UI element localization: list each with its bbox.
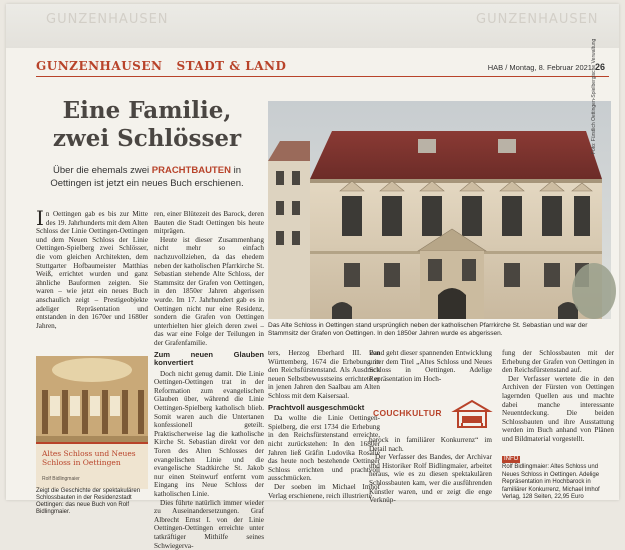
- column-4-para-1: Band geht dieser spannenden Entwicklung unter dem Titel „Altes Schloss und Neues Schloss in Oettingen. Adelige Repräsentation im Hoch-: [369, 349, 492, 383]
- article-column-4-top: [369, 349, 492, 399]
- column-3-para-1: ters, Herzog Eberhard III. von Württemberg, 1674 die Erhebung in den Reichsfürstenstand. Als Ausdruck neuen Selbstbewusstseins errichtete er in jenen Jahren den Saalbau am Alten Schloss mit dem Kaisersaal.: [268, 349, 380, 400]
- subhead-pre: Über die ehemals zwei: [53, 165, 152, 176]
- book-cover-illustration: [36, 356, 148, 489]
- article-column-3: [268, 349, 380, 500]
- book-cover-image: [36, 356, 148, 489]
- castle-illustration: [268, 101, 611, 319]
- ghost-header-left: GUNZENHAUSEN: [46, 12, 169, 27]
- article-column-1: [36, 206, 148, 350]
- subheading-glauben: Zum neuen Glauben konvertiert: [154, 349, 264, 368]
- couchkultur-label: COUCHKULTUR: [373, 408, 442, 418]
- publication-date: HAB / Montag, 8. Februar 2021: [487, 63, 592, 72]
- photo-credit: Foto: Fürstlich Oettingen-Spielbergische Verwaltung: [591, 38, 597, 154]
- main-photo-old-castle: [268, 101, 611, 319]
- info-box: [502, 456, 614, 501]
- column-3-para-3: Der soeben im Michael Imhof Verlag erschienene, reich illustrierte: [268, 482, 380, 500]
- drop-cap: I: [36, 206, 44, 230]
- info-tag: INFO: [504, 456, 519, 462]
- article-column-5: [502, 349, 614, 453]
- newspaper-page: [6, 4, 619, 550]
- book-author: Rolf Bidlingmaier: [42, 476, 80, 482]
- column-2-para-3: Doch nicht genug damit. Die Linie Oettingen-Oettingen trat in der Reformation zum evangelischen Glauben über, während die Linie Oettingen-Spielberg katholisch blieb. Somit waren auch die Untertanen konfessionell geteilt. Praktischerweise lag die katholische Kirche St. Sebastian direkt vor den Toren des Alten Schlosses der evangelischen Linie und die evangelische Stadtkirche St. Jakob nur einen Steinwurf entfernt vom Eingang ins Neue Schloss der katholischen Linie.: [154, 369, 264, 498]
- column-3-para-2: Da wollte die Linie Oettingen-Spielberg, die erst 1734 die Erhebung in den Reichsfürstenstand erreichte, nicht zurückstehen: In den 1680er Jahren ließ Gräfin Ludovika Rosalie das heute noch bestehende Oettinger Schloss errichten und prachtvoll ausschmücken.: [268, 414, 380, 483]
- section-header: GUNZENHAUSEN STADT & LAND: [36, 59, 287, 73]
- page-number: 26: [594, 62, 605, 72]
- article-column-4-bottom: [369, 436, 492, 505]
- column-2-para-4: Dies führte natürlich immer wieder zu Auseinandersetzungen. Graf Albrecht Ernst I. von der Linie Oettingen-Oettingen erreichte unter tatkräftiger Mithilfe seines Schwiegerva-: [154, 498, 264, 550]
- couch-icon: [453, 399, 491, 429]
- main-photo-caption: Das Alte Schloss in Oettingen stand ursprünglich neben der katholischen Pfarrkirche St. Sebastian und war der Stammsitz der Grafen von Oettingen. In den 1850er Jahren wurde es abgerissen.: [268, 322, 588, 337]
- column-2-para-1: ren, einer Blütezeit des Barock, deren Bauten die Stadt Oettingen bis heute mitprägen.: [154, 210, 264, 236]
- info-text: Rolf Bidlingmaier: Altes Schloss und Neues Schloss in Oettingen. Adelige Repräsentation im Hochbarock in familiärer Konkurrenz, Michael Imhof Verlag, 128 Seiten, 22,95 Euro: [502, 464, 600, 501]
- headline: Eine Familie, zwei Schlösser: [52, 97, 242, 152]
- article-column-2: [154, 210, 264, 550]
- header-rule: [36, 76, 609, 77]
- column-2-para-2: Heute ist dieser Zusammenhang nicht mehr so einfach nachzuvollziehen, da das ehedem neben der katholischen Pfarrkirche St. Sebastian stehende Alte Schloss, der Stammsitz der Grafen von Oettingen, in den 1850er Jahren abgerissen wurde. Im 17. Jahrhundert gab es in Oettingen nicht nur eine Residenz, sondern die Grafen von Oettingen unterhielten hier gleich deren zwei – das war eine Folge der Teilungen in der Grafenfamilie.: [154, 235, 264, 347]
- column-1-text: n Oettingen gab es bis zur Mitte des 19. Jahrhunderts mit dem Alten Schloss der Linie Oettingen-Oettingen und dem Neuen Schloss der Linie Oettingen-Spielberg zwei Schlösser, die vom gleichen Architekten, dem Stuttgarter Hofbaumeister Matthias Weiß, errichtet wurden und ganz ähnliche Bauformen zeigten. Sie waren – wie jetzt ein neues Buch anschaulich zeigt – Prestigeobjekte adeliger Repräsentation und entstanden in den 1670er und 1680er Jahren,: [36, 210, 148, 330]
- couchkultur-box: [369, 398, 492, 430]
- book-title: Altes Schloss und Neues Schloss in Oettingen: [42, 449, 136, 467]
- previous-page-bleed: [6, 4, 619, 48]
- column-4-para-2: barock in familiärer Konkurrenz“ im Detail nach.: [369, 436, 492, 453]
- subheading-prachtvoll: Prachtvoll ausgeschmückt: [268, 402, 365, 412]
- publication-line: [488, 62, 605, 72]
- subhead-post: in Oettingen ist jetzt ein neues Buch erschienen.: [50, 165, 244, 189]
- column-4-para-3: Der Verfasser des Bandes, der Archivar und Historiker Rolf Bidlingmaier, arbeitet heraus, wie es zu diesen spektakulären Schlossbauten kam, wer die ausführenden Künstler waren, und er zeigt die enge Verknüp-: [369, 453, 492, 505]
- subheadline: [32, 164, 262, 190]
- column-5-para-1: fung der Schlossbauten mit der Erhebung der Grafen von Oettingen in den Reichsfürstenstand auf.: [502, 349, 614, 375]
- book-caption: Zeigt die Geschichte der spektakulären Schlossbauten in der Residenzstadt Oettingen: das neue Buch von Rolf Bidlingmaier.: [36, 488, 141, 515]
- subhead-highlight: PRACHTBAUTEN: [151, 165, 231, 176]
- column-5-para-2: Der Verfasser wertete die in den Archiven der Fürsten von Oettingen lagernden Quellen aus und machte dabei manche interessante Neuentdeckung. Die beiden Schlossbauten und ihre Ausstattung werden im Buch anhand von Plänen und Bildmaterial vorgestellt.: [502, 374, 614, 443]
- ghost-header-right: GUNZENHAUSEN: [476, 12, 599, 27]
